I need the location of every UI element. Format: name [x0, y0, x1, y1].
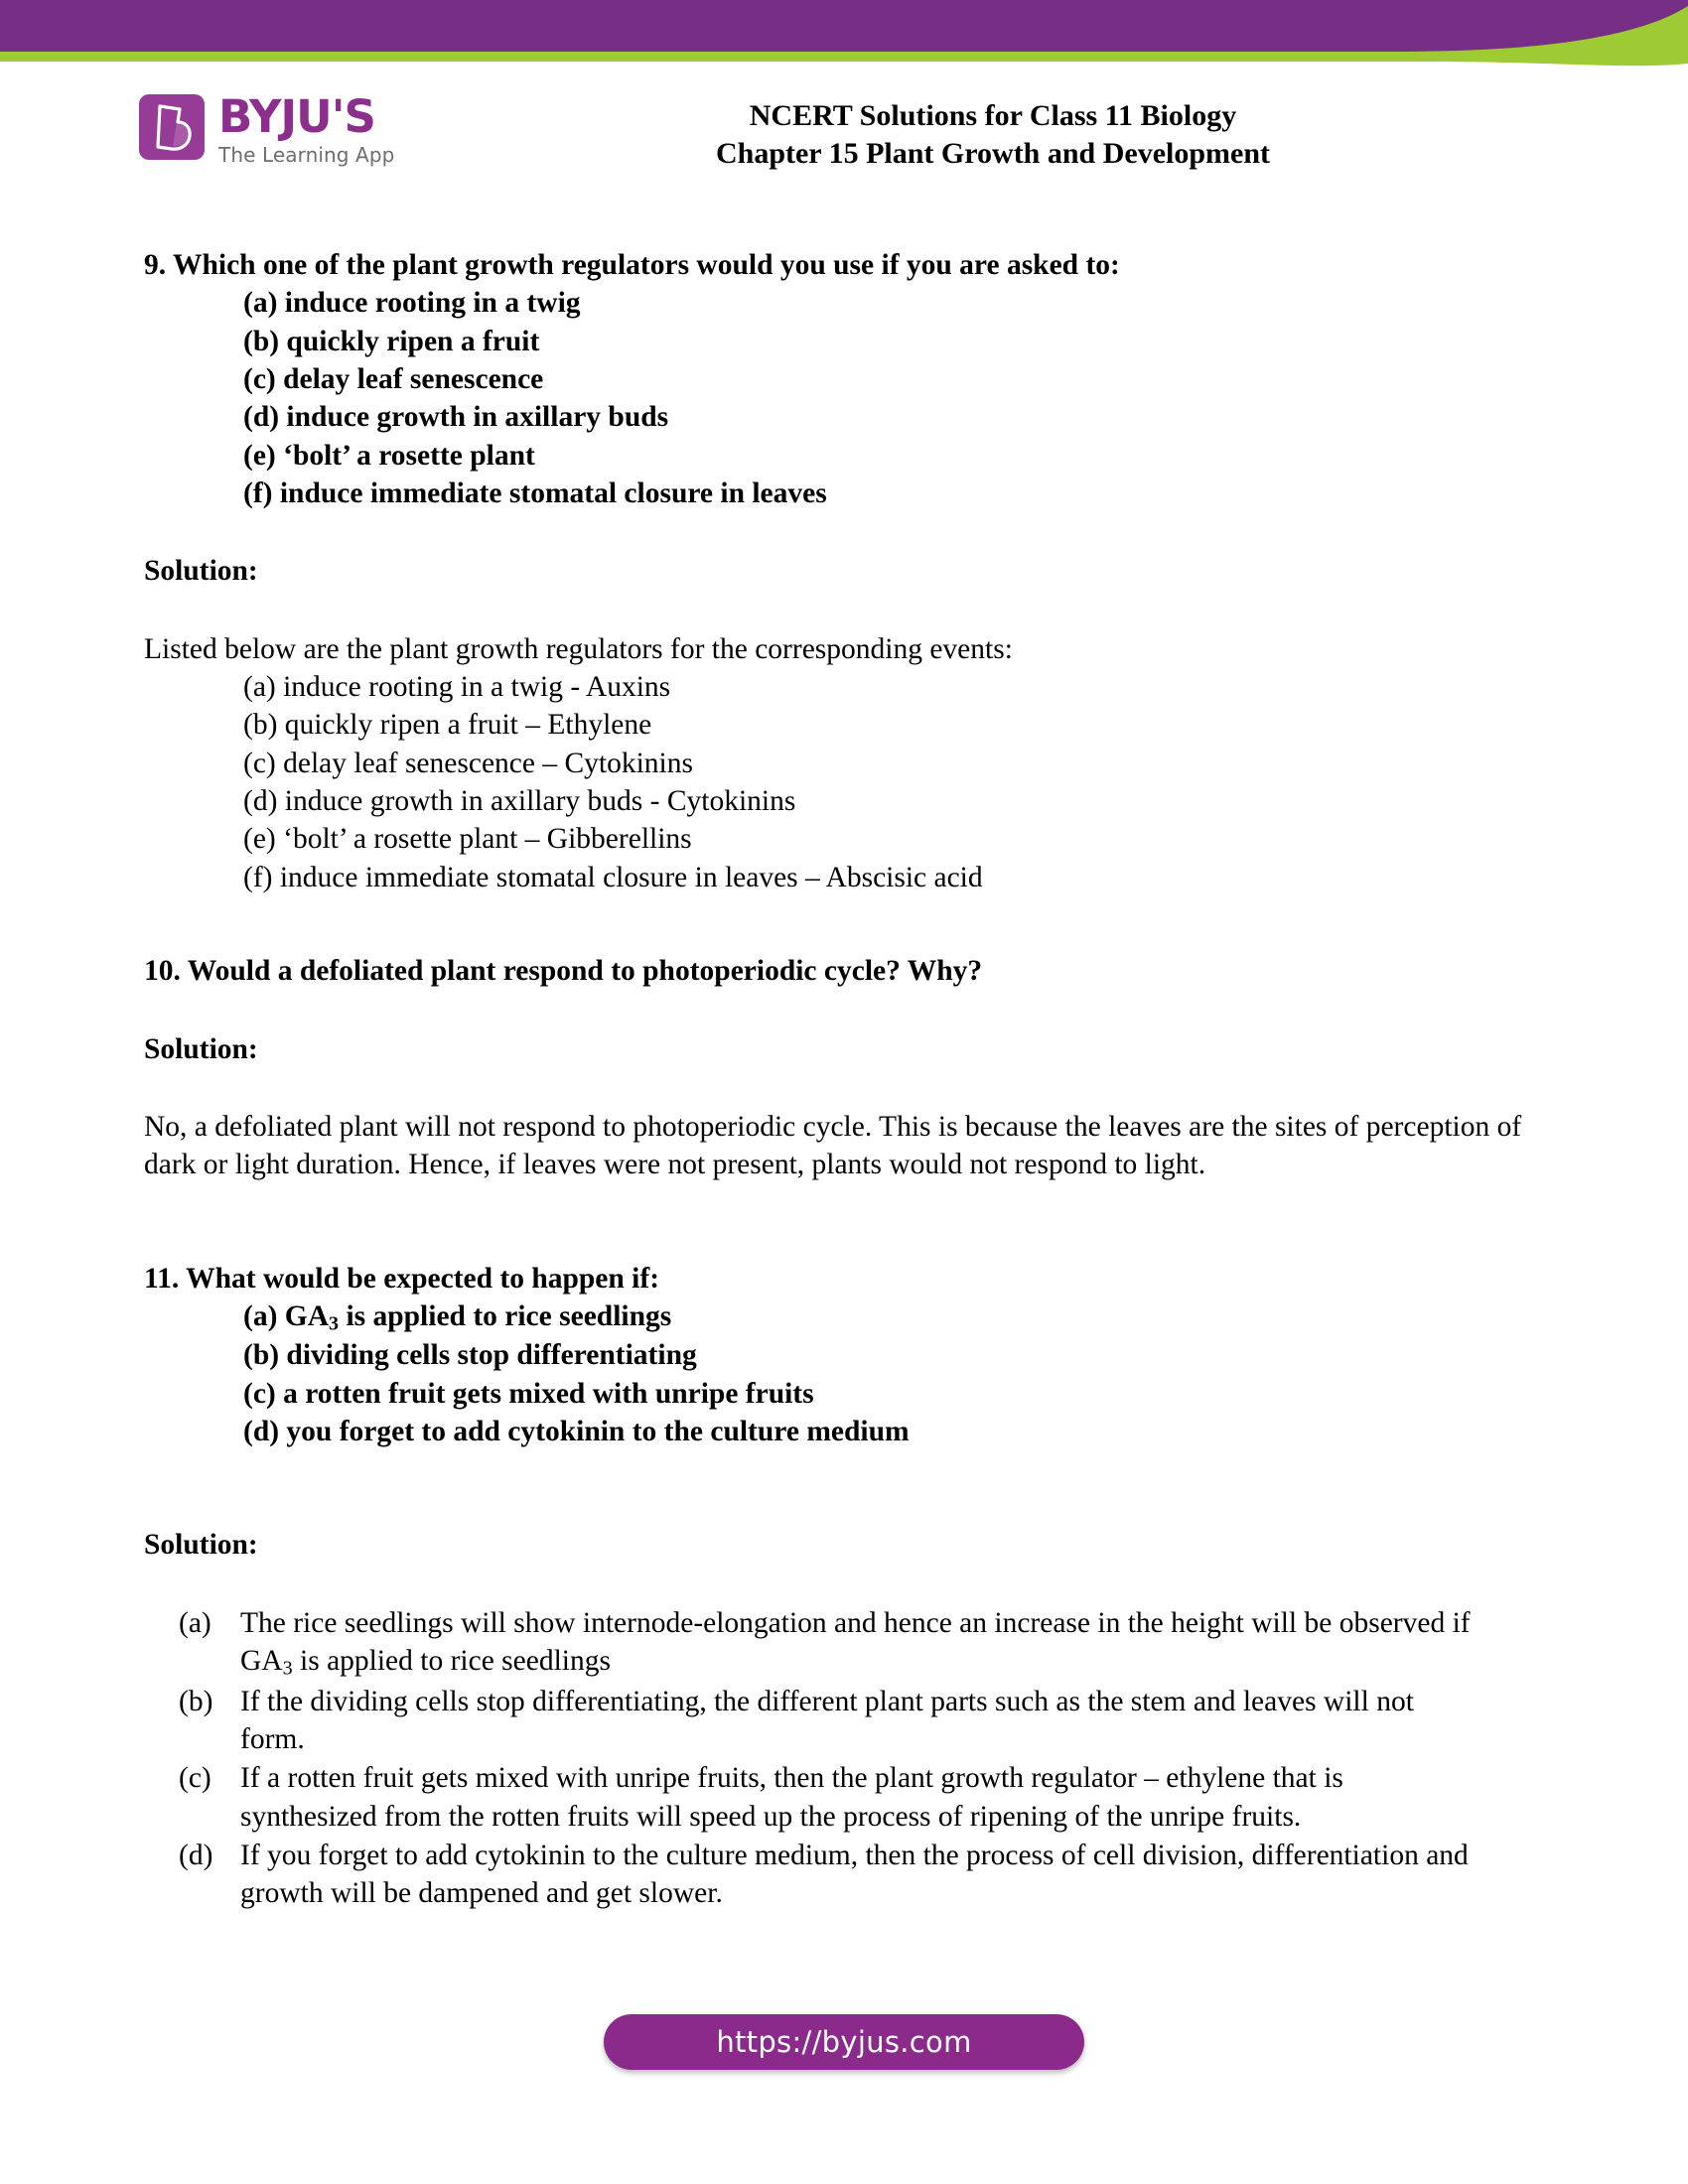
question-11-option-d: (d) you forget to add cytokinin to the culture medium: [243, 1416, 910, 1448]
byjus-logo: [139, 90, 395, 167]
brand-name: BYJU'S: [218, 90, 375, 143]
answer-a-subscript: 3: [282, 1657, 293, 1680]
purple-band-shape: [0, 0, 1688, 52]
question-9-solution-list: [144, 668, 1554, 896]
spacer: [144, 1184, 1554, 1260]
question-9-option-f: (f) induce immediate stomatal closure in leaves: [243, 478, 827, 510]
question-9-heading: 9. Which one of the plant growth regulators would you use if you are asked to:: [144, 249, 1120, 281]
spacer: [144, 591, 1554, 630]
spacer: [144, 1068, 1554, 1108]
question-11-solution-list: [144, 1604, 1484, 1913]
answer-a-text-part1: The rice seedlings will show internode-elongation and hence an increase in the height will be observed if GA: [240, 1606, 1471, 1678]
question-10-solution-label: Solution:: [144, 1032, 258, 1065]
question-9-answer-b: (b) quickly ripen a fruit – Ethylene: [243, 709, 652, 742]
spacer: [144, 896, 1554, 952]
answer-c-text: If a rotten fruit gets mixed with unripe fruits, then the plant growth regulator – ethylene that is synthesized from the rotten fruits will speed up the process of ripening of the unripe fruits.: [240, 1762, 1343, 1833]
question-9-option-a: (a) induce rooting in a twig: [243, 287, 581, 320]
option-a-subscript: 3: [329, 1312, 340, 1335]
spacer: [144, 991, 1554, 1030]
answer-d-text: If you forget to add cytokinin to the culture medium, then the process of cell division, differentiation and growth will be dampened and get slower.: [240, 1839, 1469, 1910]
question-9-answer-e: (e) ‘bolt’ a rosette plant – Gibberellins: [243, 823, 692, 856]
question-9-solution-intro: Listed below are the plant growth regulators for the corresponding events:: [144, 632, 1013, 665]
question-9-solution-label: Solution:: [144, 555, 258, 588]
question-9-option-b: (b) quickly ripen a fruit: [243, 325, 540, 357]
document-body: [144, 246, 1554, 1914]
question-11-option-c: (c) a rotten fruit gets mixed with unripe fruits: [243, 1377, 814, 1410]
question-9-options: [144, 284, 1554, 512]
question-10-heading: 10. Would a defoliated plant respond to photoperiodic cycle? Why?: [144, 955, 983, 988]
answer-b-marker: (b): [179, 1685, 213, 1717]
purple-band-top: [0, 0, 1688, 44]
answer-d-marker: (d): [179, 1839, 213, 1871]
green-band-shape: [0, 0, 1688, 66]
question-11-option-b: (b) dividing cells stop differentiating: [243, 1339, 697, 1372]
header-decoration: [0, 0, 1688, 89]
question-9-answer-f: (f) induce immediate stomatal closure in leaves – Abscisic acid: [243, 861, 983, 893]
question-9-answer-a: (a) induce rooting in a twig - Auxins: [243, 671, 671, 704]
byjus-logo-mark-icon: [139, 94, 205, 160]
question-9-answer-d: (d) induce growth in axillary buds - Cytokinins: [243, 785, 796, 818]
byjus-url-label: https://byjus.com: [716, 2025, 972, 2059]
question-11-answer-c: [179, 1759, 1484, 1836]
question-11-heading: 11. What would be expected to happen if:: [144, 1262, 660, 1295]
question-10-solution-text: No, a defoliated plant will not respond to photoperiodic cycle. This is because the leaves are the sites of perception of dark or light duration. Hence, if leaves were not present, plants would not respond to light.: [144, 1110, 1522, 1181]
spacer: [144, 512, 1554, 552]
option-a-prefix: (a) GA: [243, 1299, 330, 1332]
answer-a-marker: (a): [179, 1606, 211, 1639]
page-title-line-1: NCERT Solutions for Class 11 Biology: [749, 99, 1237, 132]
question-9-option-e: (e) ‘bolt’ a rosette plant: [243, 439, 535, 472]
question-11-option-a: [243, 1297, 1554, 1336]
question-11-answer-a: [179, 1604, 1484, 1682]
byjus-url-button[interactable]: [604, 2014, 1084, 2070]
spacer: [144, 1450, 1554, 1526]
option-a-suffix: is applied to rice seedlings: [339, 1299, 672, 1332]
brand-tagline: The Learning App: [218, 142, 395, 167]
b-glyph-icon: [150, 102, 194, 152]
question-11-options: [144, 1297, 1554, 1451]
answer-b-text: If the dividing cells stop differentiating, the different plant parts such as the stem and leaves will not form.: [240, 1685, 1414, 1755]
question-11-answer-b: [179, 1683, 1484, 1759]
question-11-answer-d: [179, 1837, 1484, 1913]
question-9-option-d: (d) induce growth in axillary buds: [243, 401, 669, 434]
spacer: [144, 1565, 1554, 1604]
question-9-answer-c: (c) delay leaf senescence – Cytokinins: [243, 747, 693, 779]
question-11-solution-label: Solution:: [144, 1529, 258, 1562]
page-title-line-2: Chapter 15 Plant Growth and Development: [715, 137, 1271, 171]
answer-a-text-part2: is applied to rice seedlings: [292, 1645, 611, 1678]
page-title: [635, 97, 1350, 174]
answer-c-marker: (c): [179, 1762, 211, 1795]
question-9-option-c: (c) delay leaf senescence: [243, 363, 544, 396]
